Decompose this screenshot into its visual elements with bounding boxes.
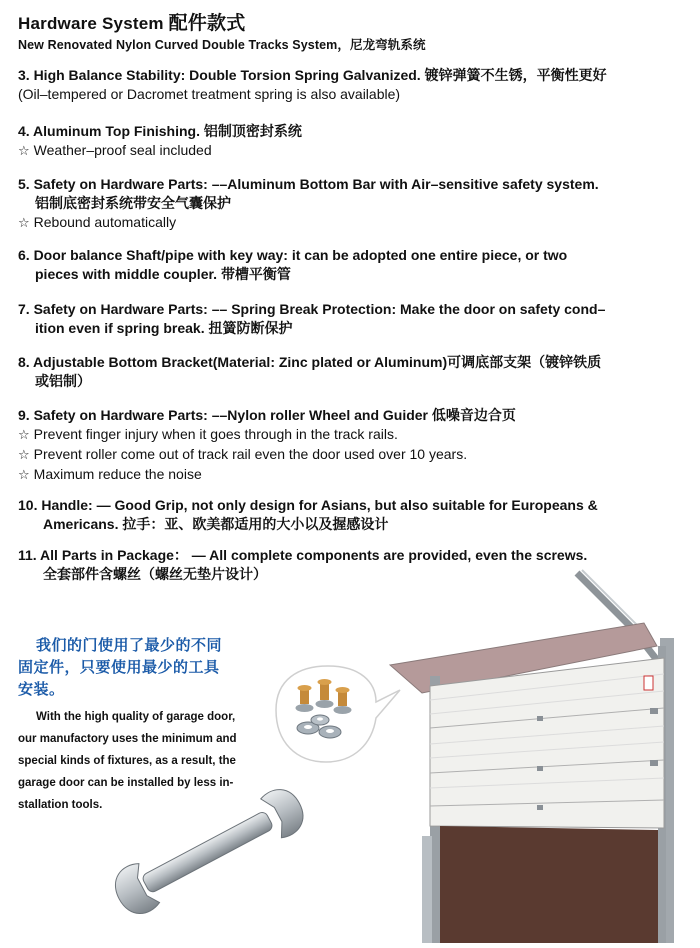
item-5-note: ☆ Rebound automatically (18, 214, 177, 231)
promo-cn-line-3: 安装。 (18, 681, 65, 698)
promo-en-line-1: With the high quality of garage door, (36, 711, 236, 723)
item-8 (18, 353, 668, 391)
item-4 (18, 122, 668, 161)
item-3-heading: 3. High Balance Stability: Double Torsion Spring Galvanized. 镀锌弹簧不生锈，平衡性更好 (18, 67, 607, 83)
star-icon: ☆ (18, 144, 30, 159)
item-8-heading: 8. Adjustable Bottom Bracket(Material: Zinc plated or Aluminum)可调底部支架（镀锌铁质 (18, 354, 602, 370)
item-5-heading: 5. Safety on Hardware Parts: ––Aluminum Bottom Bar with Air–sensitive safety system. (18, 176, 599, 192)
promo-en-line-3: special kinds of fixtures, as a result, the (18, 755, 236, 767)
wrench-icon (100, 782, 325, 922)
item-10 (18, 496, 668, 534)
item-9-note-2: ☆ Prevent roller come out of track rail even the door used over 10 years. (18, 446, 468, 463)
warning-label (644, 676, 653, 690)
door-panels (430, 658, 664, 828)
title-cn: 配件款式 (168, 13, 246, 34)
item-10-heading: 10. Handle: — Good Grip, not only design for Asians, but also suitable for Europeans & (18, 497, 598, 513)
item-6 (18, 246, 668, 284)
item-6-heading: 6. Door balance Shaft/pipe with key way: it can be adopted one entire piece, or two (18, 247, 568, 263)
item-7-heading-cont: ition even if spring break. 扭簧防断保护 (35, 320, 293, 336)
item-10-heading-cont: Americans. 拉手：亚、欧美都适用的大小以及握感设计 (43, 516, 389, 532)
item-4-note: ☆ Weather–proof seal included (18, 142, 212, 159)
item-8-heading-cont: 或铝制） (35, 373, 91, 389)
item-9-heading: 9. Safety on Hardware Parts: ––Nylon roller Wheel and Guider 低噪音边合页 (18, 407, 516, 423)
promo-en-line-2: our manufactory uses the minimum and (18, 733, 237, 745)
door-opening (440, 826, 658, 943)
star-icon: ☆ (18, 428, 30, 443)
item-5-heading-cont: 铝制底密封系统带安全气囊保护 (35, 195, 231, 211)
star-icon: ☆ (18, 468, 30, 483)
star-icon: ☆ (18, 216, 30, 231)
promo-en-line-4: garage door can be installed by less in- (18, 777, 234, 789)
promo-cn-line-2: 固定件，只要使用最少的工具 (18, 659, 220, 676)
item-4-heading: 4. Aluminum Top Finishing. 铝制顶密封系统 (18, 123, 302, 139)
item-6-heading-cont: pieces with middle coupler. 带槽平衡管 (35, 266, 291, 282)
promo-cn (18, 635, 248, 701)
item-11-heading-cont: 全套部件含螺丝（螺丝无垫片设计） (43, 566, 267, 582)
promo-cn-line-1: 我们的门使用了最少的不同 (36, 637, 223, 654)
item-7-heading: 7. Safety on Hardware Parts: –– Spring Break Protection: Make the door on safety cond– (18, 301, 606, 317)
item-5 (18, 175, 668, 233)
garage-door-image (382, 568, 692, 943)
promo-en-line-5: stallation tools. (18, 799, 103, 811)
item-3-note: (Oil–tempered or Dacromet treatment spring is also available) (18, 86, 401, 102)
item-3 (18, 66, 668, 104)
item-9-note-3: ☆ Maximum reduce the noise (18, 466, 202, 483)
item-9 (18, 406, 668, 485)
star-icon: ☆ (18, 448, 30, 463)
page-title (18, 8, 245, 35)
title-en: Hardware System (18, 14, 164, 33)
page-subtitle: New Renovated Nylon Curved Double Tracks System，尼龙弯轨系统 (18, 38, 426, 52)
item-7 (18, 300, 668, 338)
item-9-note-1: ☆ Prevent finger injury when it goes through in the track rails. (18, 426, 398, 443)
item-11-heading: 11. All Parts in Package： — All complete components are provided, even the screws. (18, 547, 588, 563)
